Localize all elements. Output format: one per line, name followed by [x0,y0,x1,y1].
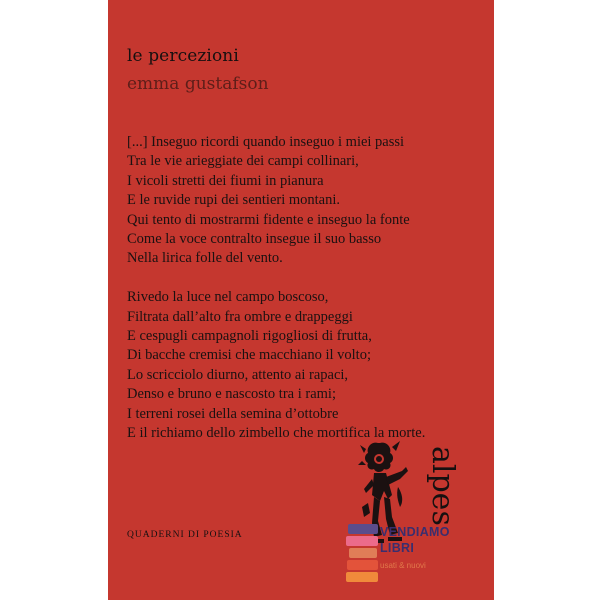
poem-line: Nella lirica folle del vento. [127,250,283,267]
vendiamo-libri-sticker [346,521,466,587]
poem-stanza-2 [127,288,425,443]
poem-line: Denso e bruno e nascosto tra i rami; [127,386,336,403]
poem-line: E le ruvide rupi dei sentieri montani. [127,192,341,209]
poem-line: I vicoli stretti dei fiumi in pianura [127,172,324,189]
poem-line: E cespugli campagnoli rigogliosi di frutta, [127,328,372,345]
book-stack-icon [346,521,380,587]
poem-stanza-1 [127,133,425,269]
poem-line: Lo scricciolo diurno, attento ai rapaci, [127,366,349,383]
sticker-line-3: usati & nuovi [380,561,426,570]
book-author: emma gustafson [127,74,269,94]
poem-line: Filtrata dall’alto fra ombre e drappeggi [127,308,353,325]
book-cover [108,0,494,600]
poem-line: Come la voce contralto insegue il suo basso [127,231,382,248]
poem-line: Qui tento di mostrarmi fidente e inseguo la fonte [127,211,410,228]
poem-line: I terreni rosei della semina d’ottobre [127,405,339,422]
book-spine [349,548,377,558]
sticker-line-1: VENDIAMO [380,525,450,539]
sticker-line-2: LIBRI [380,541,415,555]
poem-line: Rivedo la luce nel campo boscoso, [127,289,329,306]
poem-line: Di bacche cremisi che macchiano il volto; [127,347,371,364]
book-spine [346,536,378,546]
publisher-logo-text: alpes [425,446,460,526]
poem-line: Tra le vie arieggiate dei campi collinari, [127,153,359,170]
book-spine [347,560,378,570]
book-spine [346,572,378,582]
book-title: le percezioni [127,46,239,66]
poem-line: [...] Inseguo ricordi quando inseguo i miei passi [127,134,405,150]
book-spine [348,524,378,534]
poem-excerpt [127,133,425,463]
series-label: QUADERNI DI POESIA [127,530,243,540]
poem-line: E il richiamo dello zimbello che mortifica la morte. [127,425,426,442]
